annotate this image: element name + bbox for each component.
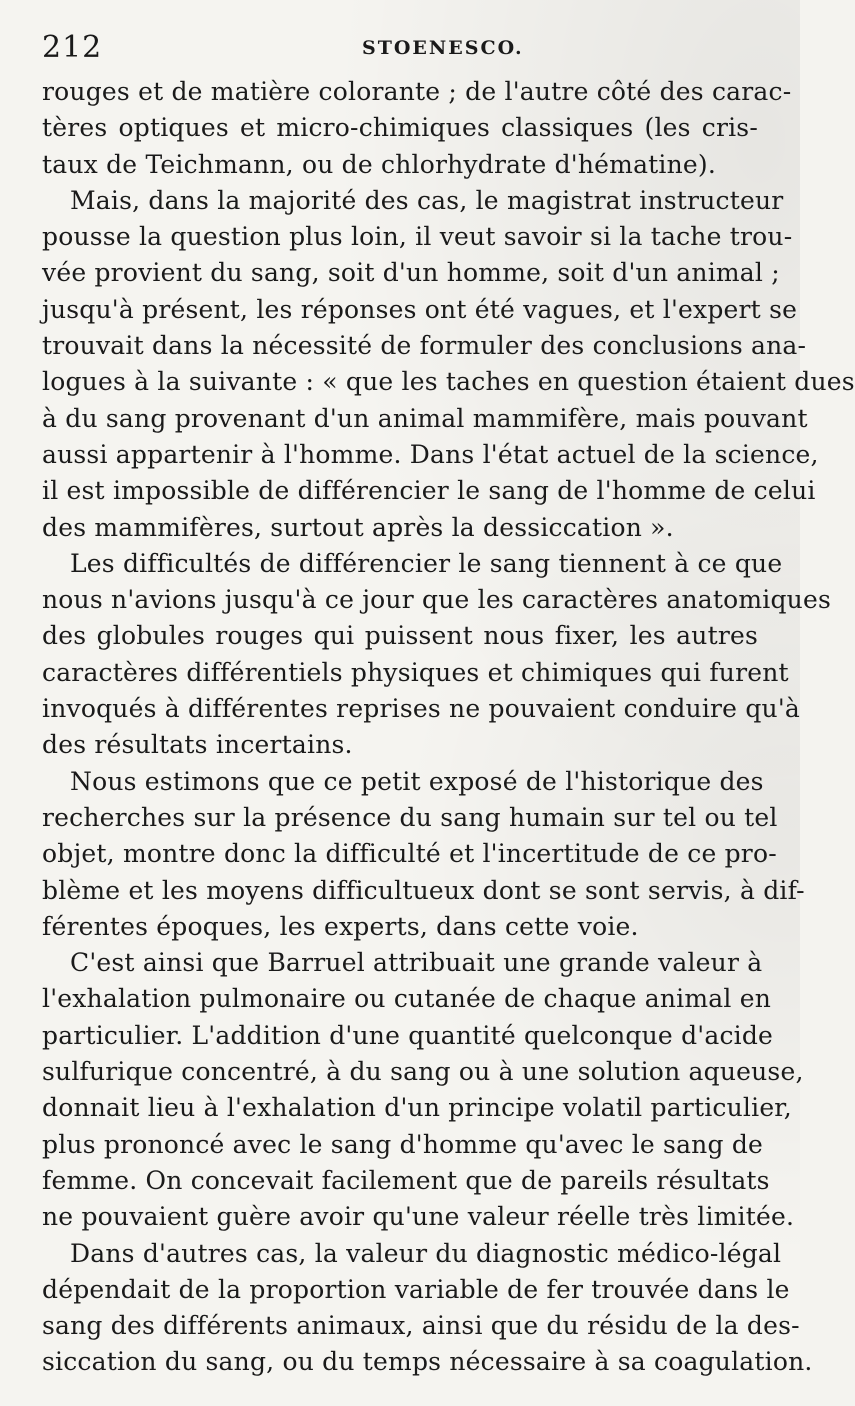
text-line: vée provient du sang, soit d'un homme, soit d'un animal ; [42,258,780,288]
body-text [42,74,855,1381]
text-line: particulier. L'addition d'une quantité quelconque d'acide [42,1020,774,1050]
text-line: à du sang provenant d'un animal mammifère, mais pouvant [42,403,808,433]
page-header [42,30,762,66]
text-line: Dans d'autres cas, la valeur du diagnostic médico-légal [70,1238,782,1268]
text-line: des résultats incertains. [42,730,353,760]
text-line: tères optiques et micro-chimiques classiques (les cris- [42,113,758,143]
text-line: donnait lieu à l'exhalation d'un principe volatil particulier, [42,1093,792,1123]
text-line: recherches sur la présence du sang humain sur tel ou tel [42,802,778,832]
text-line: femme. On concevait facilement que de pareils résultats [42,1165,770,1195]
text-line: invoqués à différentes reprises ne pouvaient conduire qu'à [42,694,800,724]
text-line: sulfurique concentré, à du sang ou à une solution aqueuse, [42,1057,804,1087]
text-line: rouges et de matière colorante ; de l'autre côté des carac- [42,77,792,106]
text-line: sang des différents animaux, ainsi que du résidu de la des- [42,1311,800,1341]
text-line: ne pouvaient guère avoir qu'une valeur réelle très limitée. [42,1202,795,1232]
text-line: blème et les moyens difficultueux dont se sont servis, à dif- [42,875,805,905]
text-line: des mammifères, surtout après la dessiccation ». [42,512,674,542]
text-line: caractères différentiels physiques et chimiques qui furent [42,657,789,687]
text-line: siccation du sang, ou du temps nécessaire à sa coagulation. [42,1347,813,1377]
text-line: jusqu'à présent, les réponses ont été vagues, et l'expert se [42,294,798,324]
running-head: STOENESCO. [362,37,524,59]
text-line: dépendait de la proportion variable de fer trouvée dans le [42,1274,790,1304]
text-line: l'exhalation pulmonaire ou cutanée de chaque animal en [42,984,772,1014]
page-number: 212 [42,30,103,65]
text-line: Mais, dans la majorité des cas, le magistrat instructeur [70,185,784,215]
text-line: férentes époques, les experts, dans cette voie. [42,911,639,941]
text-line: pousse la question plus loin, il veut savoir si la tache trou- [42,222,793,252]
text-line: plus prononcé avec le sang d'homme qu'avec le sang de [42,1129,764,1159]
text-line: aussi appartenir à l'homme. Dans l'état actuel de la science, [42,439,819,469]
text-line: C'est ainsi que Barruel attribuait une grande valeur à [70,948,763,978]
text-line: trouvait dans la nécessité de formuler des conclusions ana- [42,331,807,361]
text-line: des globules rouges qui puissent nous fixer, les autres [42,621,758,651]
text-line: nous n'avions jusqu'à ce jour que les caractères anatomiques [42,585,831,615]
text-line: il est impossible de différencier le sang de l'homme de celui [42,476,816,506]
text-line: taux de Teichmann, ou de chlorhydrate d'hématine). [42,149,717,179]
text-line: Nous estimons que ce petit exposé de l'historique des [70,766,764,796]
text-line: logues à la suivante : « que les taches en question étaient dues [42,367,855,397]
text-line: objet, montre donc la difficulté et l'incertitude de ce pro- [42,839,777,869]
text-line: Les difficultés de différencier le sang tiennent à ce que [70,548,783,578]
